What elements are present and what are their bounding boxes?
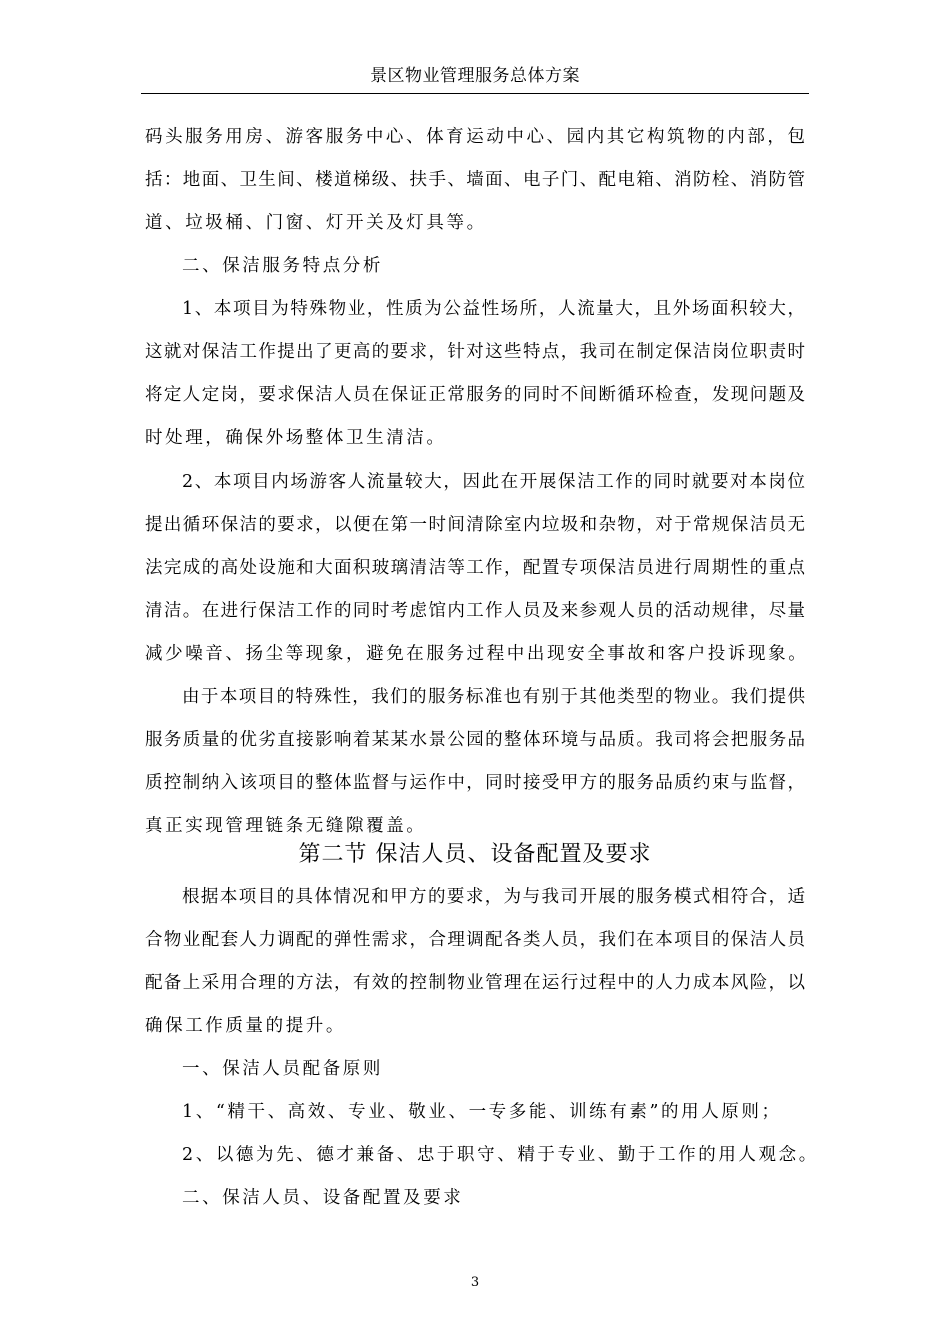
- page-number: 3: [470, 1275, 480, 1290]
- text-line: 由于本项目的特殊性，我们的服务标准也有别于其他类型的物业。我们提供: [182, 687, 805, 707]
- text-line: 2、本项目内场游客人流量较大，因此在开展保洁工作的同时就要对本岗位: [182, 472, 805, 492]
- text-line: 括：地面、卫生间、楼道梯级、扶手、墙面、电子门、配电箱、消防栓、消防管: [145, 170, 805, 190]
- text-line: 清洁。在进行保洁工作的同时考虑馆内工作人员及来参观人员的活动规律，尽量: [145, 601, 805, 621]
- text-line: 配备上采用合理的方法，有效的控制物业管理在运行过程中的人力成本风险，以: [145, 973, 805, 993]
- text-line: 确保工作质量的提升。: [145, 1016, 346, 1036]
- text-line: 质控制纳入该项目的整体监督与运作中，同时接受甲方的服务品质约束与监督，: [145, 773, 805, 793]
- text-line: 码头服务用房、游客服务中心、体育运动中心、园内其它构筑物的内部，包: [145, 127, 805, 147]
- text-line: 道、垃圾桶、门窗、灯开关及灯具等。: [145, 213, 487, 233]
- text-line: 减少噪音、扬尘等现象，避免在服务过程中出现安全事故和客户投诉现象。: [145, 644, 809, 664]
- text-line: 根据本项目的具体情况和甲方的要求，为与我司开展的服务模式相符合，适: [182, 887, 805, 907]
- text-line: 法完成的高处设施和大面积玻璃清洁等工作，配置专项保洁员进行周期性的重点: [145, 558, 805, 578]
- text-line: 1、本项目为特殊物业，性质为公益性场所，人流量大，且外场面积较大，: [182, 299, 805, 319]
- text-line: 二、保洁人员、设备配置及要求: [182, 1188, 464, 1208]
- text-line: 2、以德为先、德才兼备、忠于职守、精于专业、勤于工作的用人观念。: [182, 1145, 819, 1165]
- text-line: 真正实现管理链条无缝隙覆盖。: [145, 816, 427, 836]
- text-line: 1、“精干、高效、专业、敬业、一专多能、训练有素”的用人原则；: [182, 1102, 782, 1122]
- text-line: 将定人定岗，要求保洁人员在保证正常服务的同时不间断循环检查，发现问题及: [145, 385, 805, 405]
- text-line: 服务质量的优劣直接影响着某某水景公园的整体环境与品质。我司将会把服务品: [145, 730, 805, 750]
- text-line: 时处理，确保外场整体卫生清洁。: [145, 428, 447, 448]
- text-line: 合物业配套人力调配的弹性需求，合理调配各类人员，我们在本项目的保洁人员: [145, 930, 805, 950]
- text-line: 提出循环保洁的要求，以便在第一时间清除室内垃圾和杂物，对于常规保洁员无: [145, 515, 805, 535]
- header-divider: [141, 93, 809, 94]
- document-title: 景区物业管理服务总体方案: [370, 66, 580, 86]
- section-heading: 第二节 保洁人员、设备配置及要求: [298, 842, 652, 867]
- text-line: 一、保洁人员配备原则: [182, 1059, 383, 1079]
- text-line: 二、保洁服务特点分析: [182, 256, 383, 276]
- text-line: 这就对保洁工作提出了更高的要求，针对这些特点，我司在制定保洁岗位职责时: [145, 342, 805, 362]
